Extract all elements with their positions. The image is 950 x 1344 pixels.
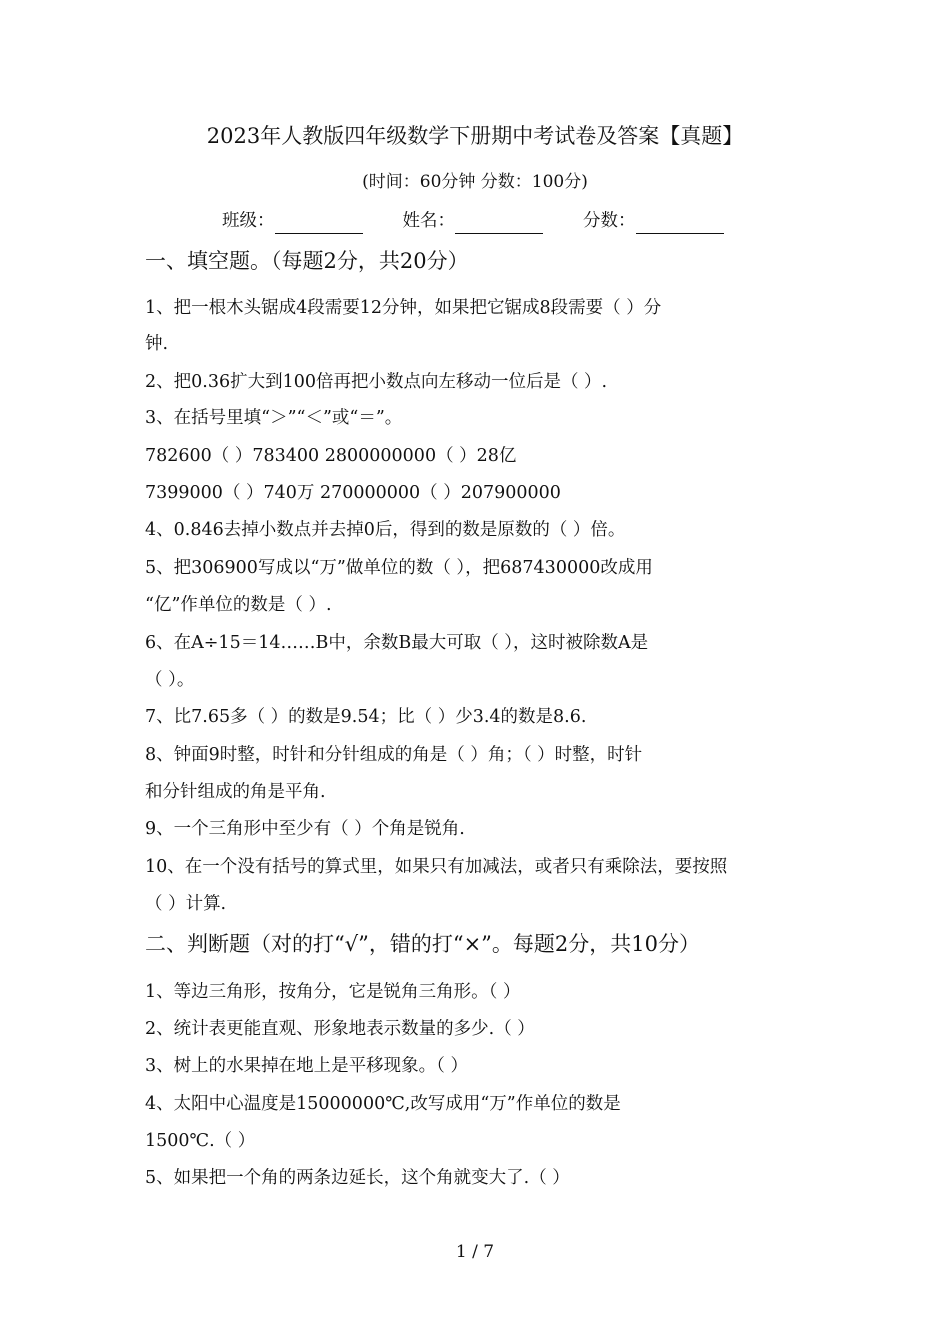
section-heading-fill-in: 一、填空题。（每题2分，共20分） [145,249,469,273]
page-number: 1 / 7 [455,1242,495,1262]
question-line: 1、把一根木头锯成4段需要12分钟，如果把它锯成8段需要（ ）分 [145,298,662,318]
question-line: （ ）。 [145,670,195,690]
question-line: 1、等边三角形，按角分，它是锐角三角形。（ ） [145,982,521,1002]
question-line: 和分针组成的角是平角. [145,782,326,802]
question-line: 5、把306900写成以“万”做单位的数（ ），把687430000改成用 [145,558,653,578]
class-field[interactable] [222,208,403,234]
score-field[interactable] [583,208,724,234]
question-line: （ ）计算. [145,894,227,914]
question-line: 1500℃.（ ） [145,1131,256,1151]
question-line: 8、钟面9时整，时针和分针组成的角是（ ）角；（ ）时整，时针 [145,745,643,765]
question-line: 2、把0.36扩大到100倍再把小数点向左移动一位后是（ ）. [145,372,608,392]
student-info-fields [222,208,724,234]
name-blank[interactable] [455,211,543,234]
question-line: 10、在一个没有括号的算式里，如果只有加减法，或者只有乘除法，要按照 [145,857,728,877]
score-blank[interactable] [636,211,724,234]
question-line: 钟. [145,334,169,354]
question-line: 3、在括号里填“＞”“＜”或“＝”。 [145,408,403,428]
question-line: “亿”作单位的数是（ ）. [145,595,332,615]
question-line: 7399000（ ）740万 270000000（ ）207900000 [145,483,561,503]
class-label: 班级： [222,211,275,231]
question-line: 4、太阳中心温度是15000000℃,改写成用“万”作单位的数是 [145,1094,621,1114]
question-line: 4、0.846去掉小数点并去掉0后，得到的数是原数的（ ）倍。 [145,520,626,540]
question-line: 3、树上的水果掉在地上是平移现象。（ ） [145,1056,468,1076]
question-line: 5、如果把一个角的两条边延长，这个角就变大了.（ ） [145,1168,570,1188]
class-blank[interactable] [275,211,363,234]
question-line: 2、统计表更能直观、形象地表示数量的多少.（ ） [145,1019,535,1039]
question-line: 6、在A÷15＝14……B中，余数B最大可取（ ），这时被除数A是 [145,633,649,653]
score-label: 分数： [583,211,636,231]
question-line: 9、一个三角形中至少有（ ）个角是锐角. [145,819,465,839]
exam-info: (时间：60分钟 分数：100分) [362,172,588,192]
page-title: 2023年人教版四年级数学下册期中考试卷及答案【真题】 [206,124,744,148]
question-line: 7、比7.65多（ ）的数是9.54；比（ ）少3.4的数是8.6. [145,707,587,727]
question-line: 782600（ ）783400 2800000000（ ）28亿 [145,446,517,466]
section-heading-true-false: 二、判断题（对的打“√”，错的打“×”。每题2分，共10分） [145,932,701,956]
name-label: 姓名： [402,211,455,231]
name-field[interactable] [403,208,584,234]
